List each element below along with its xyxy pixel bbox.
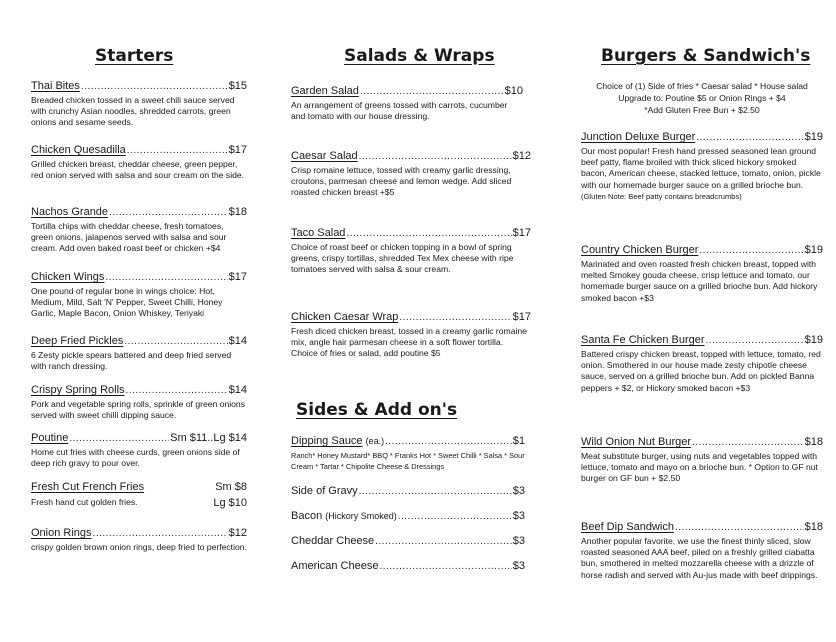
item-description: crispy golden brown onion rings, deep fried to perfection. xyxy=(31,542,247,552)
item-name: Santa Fe Chicken Burger xyxy=(581,334,705,346)
item-note: (Hickory Smoked) xyxy=(325,511,397,521)
item-price-large: Lg $10 xyxy=(213,497,247,509)
menu-item-american-cheese xyxy=(291,560,525,572)
item-name: Onion Rings xyxy=(31,527,92,539)
item-name: Wild Onion Nut Burger xyxy=(581,436,692,448)
menu-item-poutine xyxy=(31,432,247,469)
item-price: $15 xyxy=(228,80,247,92)
item-name: Cheddar Cheese xyxy=(291,535,375,547)
item-price: $17 xyxy=(228,144,247,156)
menu-item-junction-deluxe-burger xyxy=(581,131,823,202)
item-name: Thai Bites xyxy=(31,80,80,92)
menu-item-garden-salad xyxy=(291,85,523,122)
item-price: $3 xyxy=(512,560,525,572)
item-name: Chicken Quesadilla xyxy=(31,144,126,156)
item-description: Crisp romaine lettuce, tossed with creamy garlic dressing, croutons, parmesan cheese and lemon wedge. Add sliced roasted chicken breast +$5 xyxy=(291,165,512,198)
sauce-options: Ranch* Honey Mustard* BBQ * Franks Hot * Sweet Chilli * Salsa * Sour Cream * Tartar * Chipolite Cheese & Dressings xyxy=(291,451,525,471)
item-name: Country Chicken Burger xyxy=(581,244,699,256)
item-price: $12 xyxy=(512,150,531,162)
item-name: Chicken Wings xyxy=(31,271,105,283)
item-price: $1 xyxy=(512,435,525,447)
menu-item-cheddar-cheese xyxy=(291,535,525,547)
item-name: Deep Fried Pickles xyxy=(31,335,124,347)
menu-item-taco-salad xyxy=(291,227,531,276)
gluten-note: (Gluten Note: Beef patty contains breadcrumbs) xyxy=(581,191,742,201)
item-price: $18 xyxy=(804,521,823,533)
menu-item-thai-bites xyxy=(31,80,247,129)
item-price: $19 xyxy=(804,334,823,346)
menu-item-chicken-caesar-wrap xyxy=(291,311,531,360)
intro-line: *Add Gluten Free Bun + $2.50 xyxy=(644,105,760,116)
item-price: $19 xyxy=(804,244,823,256)
item-name: Taco Salad xyxy=(291,227,346,239)
item-name: Junction Deluxe Burger xyxy=(581,131,696,143)
item-price: $10 xyxy=(504,85,523,97)
item-name: Nachos Grande xyxy=(31,206,109,218)
item-description: Pork and vegetable spring rolls, sprinkle of green onions served with sweet chilli dipping sauce. xyxy=(31,399,246,421)
menu-item-wild-onion-nut-burger xyxy=(581,436,823,485)
item-description: 6 Zesty pickle spears battered and deep fried served with ranch dressing. xyxy=(31,350,232,372)
sides-heading: Sides & Add on's xyxy=(296,400,458,420)
item-price: $12 xyxy=(228,527,247,539)
item-description: Battered crispy chicken breast, topped with lettuce, tomato, red onion. Smothered in our house made zesty chipotle cheese sauce, served on a grilled brioche bun. Add on pickled Banna peppers + $2, or Hickory smoked bacon +$3 xyxy=(581,349,821,393)
item-price: $19 xyxy=(804,131,823,143)
menu-item-dipping-sauce xyxy=(291,435,525,472)
item-name: Poutine xyxy=(31,432,69,444)
item-description: Home cut fries with cheese curds, green onions side of deep rich gravy to pour over. xyxy=(31,447,240,469)
item-name: Fresh Cut French Fries xyxy=(31,481,145,493)
item-price: $17 xyxy=(228,271,247,283)
item-price: $14 xyxy=(228,335,247,347)
menu-item-beef-dip-sandwich xyxy=(581,521,823,581)
menu-item-fresh-cut-fries xyxy=(31,481,247,509)
item-description-text: Our most popular! Fresh hand pressed seasoned lean ground beef patty, flame broiled with thick sliced hickory smoked bacon, American cheese, stacked lettuce, tomato, onion, pickle with our homemade burger sauce on a grilled brioche bun. xyxy=(581,146,821,190)
item-description: Fresh hand cut golden fries. xyxy=(31,497,138,507)
menu-item-crispy-spring-rolls xyxy=(31,384,247,421)
menu-item-onion-rings xyxy=(31,527,247,553)
item-description: Choice of roast beef or chicken topping in a bowl of spring greens, crispy tortillas, shredded Tex Mex cheese with ripe tomatoes served with salsa & sour cream. xyxy=(291,242,514,275)
item-description: Meat substitute burger, using nuts and vegetables topped with lettuce, tomato and mayo on a brioche bun. * Option to GF nut burger on GF bun + $2.50 xyxy=(581,451,818,484)
intro-line: Choice of (1) Side of fries * Caesar salad * House salad xyxy=(596,81,808,91)
item-price: $17 xyxy=(512,311,531,323)
item-description: Marinated and oven roasted fresh chicken breast, topped with melted Smokey gouda cheese, crisp lettuce and tomato, our homemade burger sauce on a grilled brioche bun. Add hickory smoked bacon +$3 xyxy=(581,259,818,303)
item-name: Bacon xyxy=(291,510,323,522)
item-description: Breaded chicken tossed in a sweet chili sauce served with crunchy Asian noodles, shredded carrots, green onions and sesame seeds. xyxy=(31,95,235,128)
item-price: $3 xyxy=(512,510,525,522)
item-price: $18 xyxy=(228,206,247,218)
burgers-heading: Burgers & Sandwich's xyxy=(601,46,811,66)
menu-item-bacon xyxy=(291,510,525,522)
item-price: $3 xyxy=(512,535,525,547)
item-description: An arrangement of greens tossed with carrots, cucumber and tomato with our house dressing. xyxy=(291,100,508,122)
starters-heading: Starters xyxy=(95,46,174,66)
item-description: Another popular favorite, we use the finest thinly sliced, slow roasted seasoned AAA beef, piled on a freshly grilled ciabatta bun, smothered in melted mozzarella cheese with a drizzle of horse radish and served with Au-jus made with beef drippings. xyxy=(581,536,818,580)
item-name: Crispy Spring Rolls xyxy=(31,384,125,396)
item-description: Grilled chicken breast, cheddar cheese, green pepper, red onion served with salsa and sour cream on the side. xyxy=(31,159,245,181)
item-name: Caesar Salad xyxy=(291,150,358,162)
item-name: Side of Gravy xyxy=(291,485,358,497)
item-description xyxy=(581,146,823,202)
item-name: Garden Salad xyxy=(291,85,359,97)
menu-item-deep-fried-pickles xyxy=(31,335,247,372)
item-description: One pound of regular bone in wings choice: Hot, Medium, Mild, Salt 'N' Pepper, Sweet Chilli, Honey Garlic, Maple Bacon, Onion Whiskey, Teriyaki xyxy=(31,286,223,319)
item-price: $18 xyxy=(804,436,823,448)
item-name: Dipping Sauce xyxy=(291,435,363,447)
item-unit: (ea.) xyxy=(365,436,385,446)
item-description: Tortilla chips with cheddar cheese, fresh tomatoes, green onions, jalapenos served with salsa and sour cream. Add oven baked roast beef or chicken +$4 xyxy=(31,221,227,254)
item-price-small: Sm $8 xyxy=(215,481,247,493)
item-price: $14 xyxy=(228,384,247,396)
item-price: Sm $11..Lg $14 xyxy=(170,432,247,444)
item-name: American Cheese xyxy=(291,560,379,572)
menu-item-caesar-salad xyxy=(291,150,531,199)
menu-item-side-of-gravy xyxy=(291,485,525,497)
salads-heading: Salads & Wraps xyxy=(344,46,495,66)
burger-sides-info xyxy=(581,80,823,117)
menu-item-nachos-grande xyxy=(31,206,247,255)
menu-item-chicken-quesadilla xyxy=(31,144,247,181)
menu-item-santa-fe-chicken-burger xyxy=(581,334,823,394)
intro-line: Upgrade to: Poutine $5 or Onion Rings + $4 xyxy=(618,93,786,104)
menu-item-chicken-wings xyxy=(31,271,247,320)
item-description: Fresh diced chicken breast, tossed in a creamy garlic romaine mix, angle hair parmesan cheese in a soft flower tortilla. Choice of fries or salad, add poutine $5 xyxy=(291,326,527,359)
item-name: Chicken Caesar Wrap xyxy=(291,311,399,323)
item-price: $17 xyxy=(512,227,531,239)
menu-item-country-chicken-burger xyxy=(581,244,823,304)
item-price: $3 xyxy=(512,485,525,497)
item-name: Beef Dip Sandwich xyxy=(581,521,674,533)
